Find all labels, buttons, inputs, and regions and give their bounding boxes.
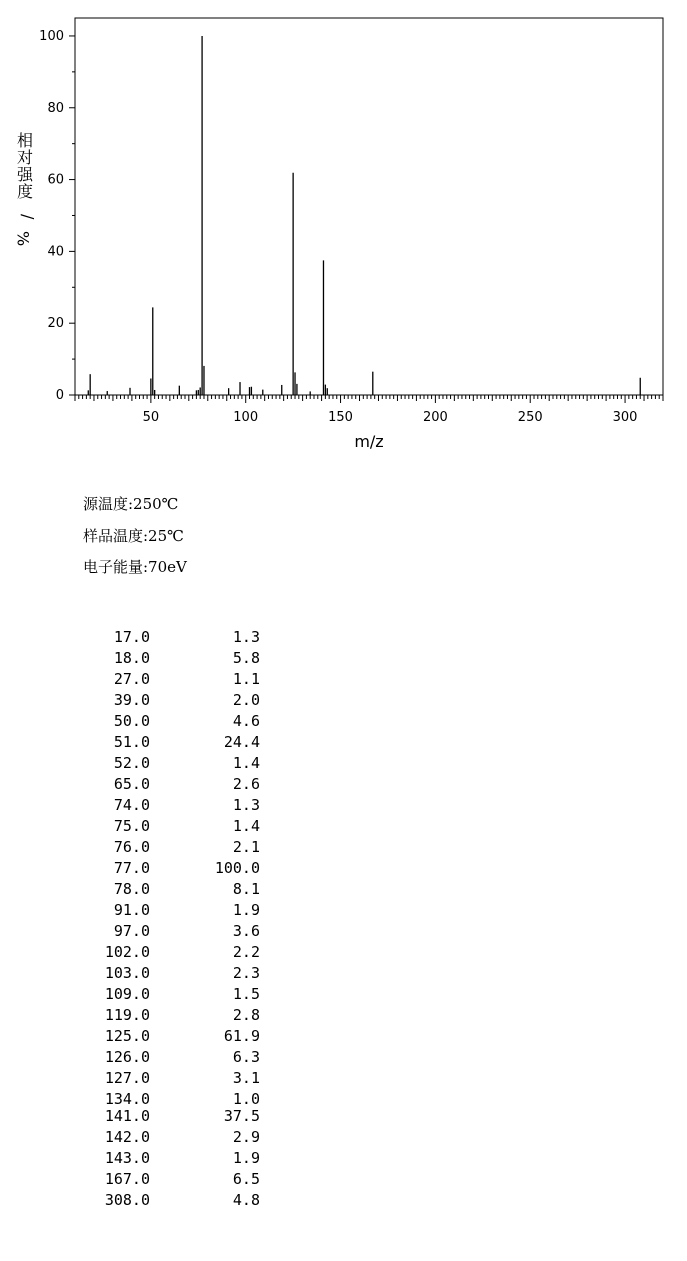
y-tick-label: 80 xyxy=(47,100,64,116)
x-tick-label: 250 xyxy=(517,410,543,425)
x-tick-label: 100 xyxy=(233,410,259,425)
peak-row xyxy=(80,690,260,711)
peak-row xyxy=(80,648,260,669)
peak-row xyxy=(80,1169,260,1190)
peak-intensity: 3.6 xyxy=(232,922,260,940)
peak-intensity: 1.5 xyxy=(232,985,260,1003)
peak-mz: 125.0 xyxy=(104,1027,150,1045)
mass-spectrum-chart xyxy=(0,0,687,470)
peak-intensity: 1.1 xyxy=(232,670,260,688)
peak-intensity: 1.9 xyxy=(232,1149,260,1167)
peak-row xyxy=(80,1106,260,1127)
peak-row xyxy=(80,963,260,984)
peak-mz: 91.0 xyxy=(113,901,150,919)
spectrum-bars xyxy=(88,36,640,395)
peak-intensity: 4.6 xyxy=(232,712,260,730)
peak-intensity: 2.3 xyxy=(232,964,260,982)
plot-frame xyxy=(75,18,663,395)
peak-row xyxy=(80,858,260,879)
peak-row xyxy=(80,1047,260,1068)
peak-mz: 75.0 xyxy=(113,817,150,835)
peak-mz: 167.0 xyxy=(104,1170,150,1188)
peak-intensity: 5.8 xyxy=(232,649,260,667)
peak-mz: 127.0 xyxy=(104,1069,150,1087)
peak-mz: 77.0 xyxy=(113,859,150,877)
peak-intensity: 1.9 xyxy=(232,901,260,919)
peak-mz: 74.0 xyxy=(113,796,150,814)
peak-intensity: 2.0 xyxy=(232,691,260,709)
peak-intensity: 6.5 xyxy=(232,1170,260,1188)
peak-intensity: 61.9 xyxy=(223,1027,260,1045)
electron-energy: 电子能量:70eV xyxy=(83,558,187,576)
peak-row xyxy=(80,774,260,795)
x-tick-label: 50 xyxy=(142,410,160,425)
peak-mz: 142.0 xyxy=(104,1128,150,1146)
y-tick-label: 40 xyxy=(47,244,64,260)
peak-row xyxy=(80,837,260,858)
peak-mz: 50.0 xyxy=(113,712,150,730)
peak-intensity: 1.3 xyxy=(232,628,260,646)
peak-intensity: 24.4 xyxy=(223,733,260,751)
peak-row xyxy=(80,1005,260,1026)
acquisition-conditions xyxy=(83,492,187,587)
peak-intensity: 2.1 xyxy=(232,838,260,856)
peak-intensity: 1.3 xyxy=(232,796,260,814)
peak-row xyxy=(80,1068,260,1089)
peak-row xyxy=(80,753,260,774)
peak-mz: 126.0 xyxy=(104,1048,150,1066)
peak-row xyxy=(80,711,260,732)
peak-mz: 103.0 xyxy=(104,964,150,982)
peak-row xyxy=(80,627,260,648)
peak-row xyxy=(80,816,260,837)
peak-intensity: 1.4 xyxy=(232,754,260,772)
x-tick-label: 300 xyxy=(612,410,638,425)
peak-intensity: 2.2 xyxy=(232,943,260,961)
peak-intensity: 2.8 xyxy=(232,1006,260,1024)
y-tick-label: 100 xyxy=(39,28,64,44)
peak-row xyxy=(80,795,260,816)
sample-temperature: 样品温度:25℃ xyxy=(83,526,184,545)
peak-mz: 308.0 xyxy=(104,1191,150,1209)
peak-row xyxy=(80,1148,260,1169)
peak-mz: 109.0 xyxy=(104,985,150,1003)
peak-row xyxy=(80,921,260,942)
peak-row xyxy=(80,984,260,1005)
peak-intensity: 2.6 xyxy=(232,775,260,793)
peak-mz: 143.0 xyxy=(104,1149,150,1167)
x-axis-title: m/z xyxy=(354,432,384,451)
peak-mz: 97.0 xyxy=(113,922,150,940)
peak-mz: 27.0 xyxy=(113,670,150,688)
peak-row xyxy=(80,669,260,690)
peak-row xyxy=(80,900,260,921)
peak-table xyxy=(80,627,260,1211)
peak-intensity: 6.3 xyxy=(232,1048,260,1066)
peak-mz: 141.0 xyxy=(104,1107,150,1125)
source-temperature: 源温度:250℃ xyxy=(83,495,179,513)
peak-row xyxy=(80,879,260,900)
y-tick-label: 20 xyxy=(47,316,64,332)
peak-intensity: 4.8 xyxy=(232,1191,260,1209)
peak-row xyxy=(80,942,260,963)
y-axis-title: 相对强度/ % xyxy=(13,131,38,247)
y-tick-label: 60 xyxy=(47,172,64,188)
x-tick-label: 200 xyxy=(422,410,448,425)
peak-intensity: 100.0 xyxy=(214,859,260,877)
peak-mz: 51.0 xyxy=(113,733,150,751)
peak-mz: 65.0 xyxy=(113,775,150,793)
peak-intensity: 2.9 xyxy=(232,1128,260,1146)
peak-mz: 52.0 xyxy=(113,754,150,772)
y-axis-ticks xyxy=(39,29,75,403)
peak-intensity: 1.0 xyxy=(232,1090,260,1108)
peak-mz: 102.0 xyxy=(104,943,150,961)
y-tick-label: 0 xyxy=(55,388,64,403)
x-axis-ticks xyxy=(75,395,663,425)
peak-mz: 119.0 xyxy=(104,1006,150,1024)
peak-intensity: 8.1 xyxy=(232,880,260,898)
peak-row xyxy=(80,1026,260,1047)
peak-row xyxy=(80,732,260,753)
peak-intensity: 3.1 xyxy=(232,1069,260,1087)
peak-mz: 18.0 xyxy=(113,649,150,667)
peak-mz: 17.0 xyxy=(113,628,150,646)
peak-mz: 76.0 xyxy=(113,838,150,856)
x-tick-label: 150 xyxy=(328,410,353,425)
peak-intensity: 37.5 xyxy=(223,1107,260,1125)
peak-mz: 134.0 xyxy=(104,1090,150,1108)
peak-intensity: 1.4 xyxy=(232,817,260,835)
peak-row xyxy=(80,1190,260,1211)
peak-mz: 39.0 xyxy=(113,691,150,709)
peak-row xyxy=(80,1127,260,1148)
peak-mz: 78.0 xyxy=(113,880,150,898)
